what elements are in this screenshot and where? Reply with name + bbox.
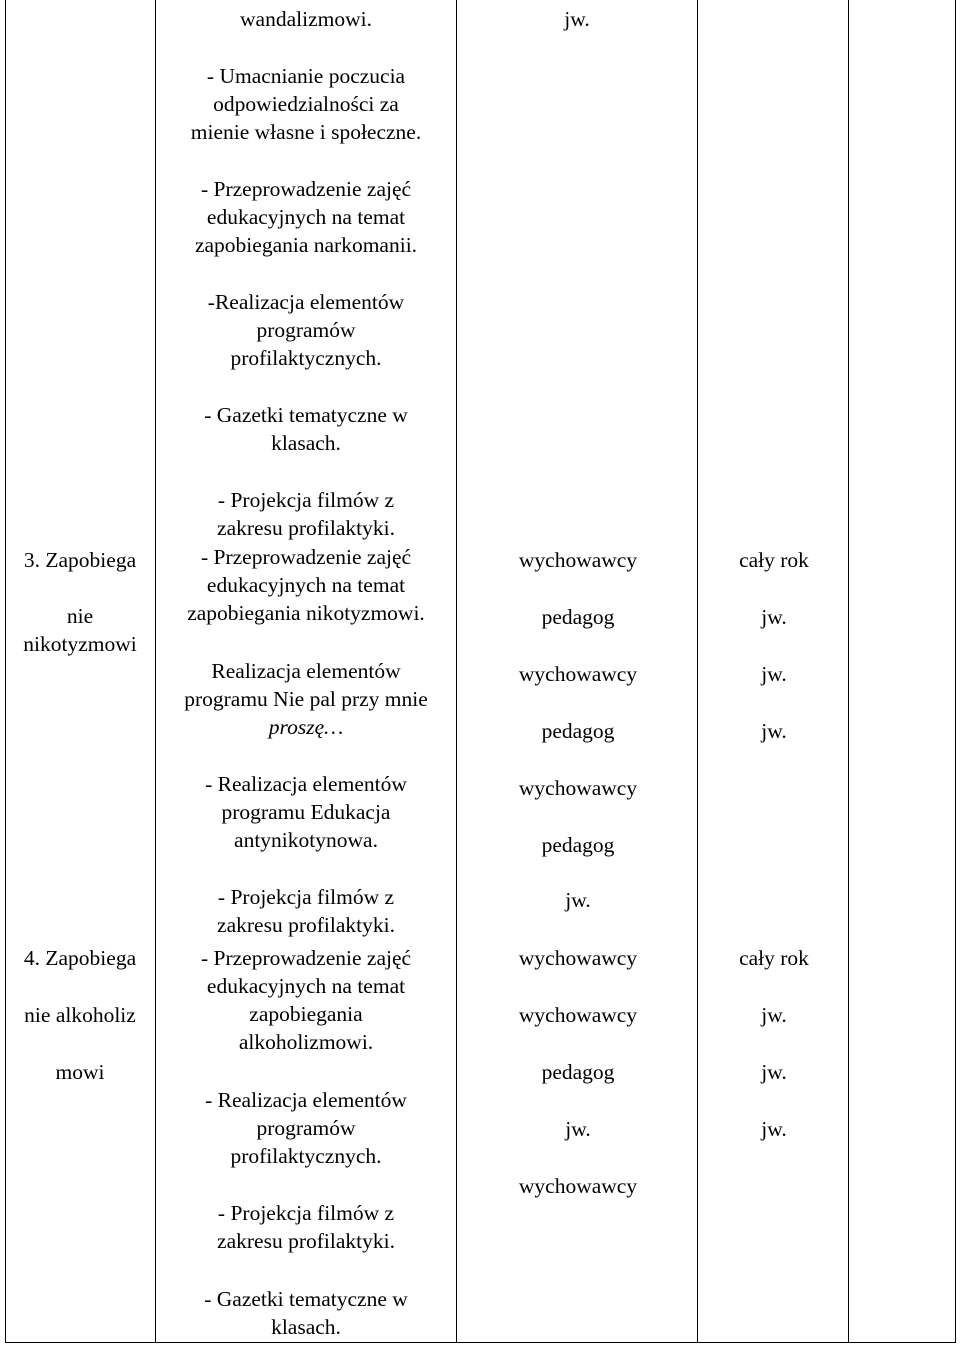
cell-text: wychowawcy: [518, 548, 638, 572]
cell-text: profilaktycznych.: [230, 346, 382, 370]
table-border-left: [5, 0, 6, 1343]
cell-text: klasach.: [271, 431, 341, 455]
cell-text: alkoholizmowi.: [238, 1030, 374, 1054]
row-title: mowi: [55, 1060, 105, 1084]
cell-text: odpowiedzialności za: [213, 92, 399, 116]
cell-text: wandalizmowi.: [240, 7, 372, 31]
cell-text: zapobiegania narkomanii.: [194, 233, 418, 257]
cell-text: - Realizacja elementów: [205, 1088, 407, 1112]
row-title: nie alkoholiz: [24, 1003, 136, 1027]
cell-text: - Umacnianie poczucia: [206, 64, 406, 88]
cell-text: pedagog: [541, 1060, 615, 1084]
cell-text: - Realizacja elementów: [205, 772, 407, 796]
row-title: nie: [66, 604, 94, 628]
table-border-col3: [697, 0, 698, 1343]
cell-text: jw.: [761, 1117, 787, 1141]
cell-text: zapobiegania nikotyzmowi.: [187, 601, 425, 625]
cell-text: jw.: [565, 1117, 591, 1141]
cell-text: jw.: [564, 7, 590, 31]
cell-text: - Projekcja filmów z: [217, 488, 395, 512]
table-border-bottom: [5, 1342, 956, 1343]
cell-text: edukacyjnych na temat: [206, 205, 406, 229]
cell-text: pedagog: [541, 605, 615, 629]
cell-text: jw.: [761, 605, 787, 629]
cell-text: programu Edukacja: [221, 800, 391, 824]
cell-text: cały rok: [739, 548, 809, 572]
cell-text: jw.: [565, 888, 591, 912]
cell-text: programów: [256, 318, 356, 342]
cell-text: klasach.: [271, 1315, 341, 1339]
table-border-right: [955, 0, 956, 1343]
cell-text: antynikotynowa.: [234, 828, 378, 852]
table-border-col4: [848, 0, 849, 1343]
cell-text: zakresu profilaktyki.: [217, 516, 395, 540]
cell-text: mienie własne i społeczne.: [190, 120, 422, 144]
cell-text: wychowawcy: [518, 1003, 638, 1027]
cell-text: - Przeprowadzenie zajęć: [200, 545, 412, 569]
cell-text: - Projekcja filmów z: [217, 885, 395, 909]
cell-text: wychowawcy: [518, 1174, 638, 1198]
table-border-col2: [456, 0, 457, 1343]
cell-text: profilaktycznych.: [230, 1144, 382, 1168]
cell-text: edukacyjnych na temat: [206, 573, 406, 597]
cell-text: pedagog: [541, 719, 615, 743]
cell-text: zapobiegania: [249, 1002, 363, 1026]
cell-text: jw.: [761, 662, 787, 686]
row-title: 4. Zapobiega: [23, 946, 137, 970]
row-title: 3. Zapobiega: [23, 548, 137, 572]
cell-text: - Przeprowadzenie zajęć: [200, 946, 412, 970]
cell-text: jw.: [761, 1060, 787, 1084]
row-title: nikotyzmowi: [23, 632, 137, 656]
cell-text: programu Nie pal przy mnie: [184, 687, 428, 711]
cell-text: pedagog: [541, 833, 615, 857]
cell-text: wychowawcy: [518, 662, 638, 686]
cell-text: -Realizacja elementów: [207, 290, 405, 314]
cell-text: programów: [256, 1116, 356, 1140]
cell-text: Realizacja elementów: [211, 659, 401, 683]
cell-text: wychowawcy: [518, 946, 638, 970]
cell-text: jw.: [761, 719, 787, 743]
cell-text: wychowawcy: [518, 776, 638, 800]
cell-text: cały rok: [739, 946, 809, 970]
cell-text: proszę…: [268, 715, 344, 739]
cell-text: - Gazetki tematyczne w: [204, 1287, 408, 1311]
cell-text: zakresu profilaktyki.: [217, 1229, 395, 1253]
table-border-col1: [155, 0, 156, 1343]
cell-text: - Projekcja filmów z: [217, 1201, 395, 1225]
cell-text: - Przeprowadzenie zajęć: [200, 177, 412, 201]
cell-text: edukacyjnych na temat: [206, 974, 406, 998]
cell-text: jw.: [761, 1003, 787, 1027]
cell-text: - Gazetki tematyczne w: [204, 403, 408, 427]
cell-text: zakresu profilaktyki.: [217, 913, 395, 937]
